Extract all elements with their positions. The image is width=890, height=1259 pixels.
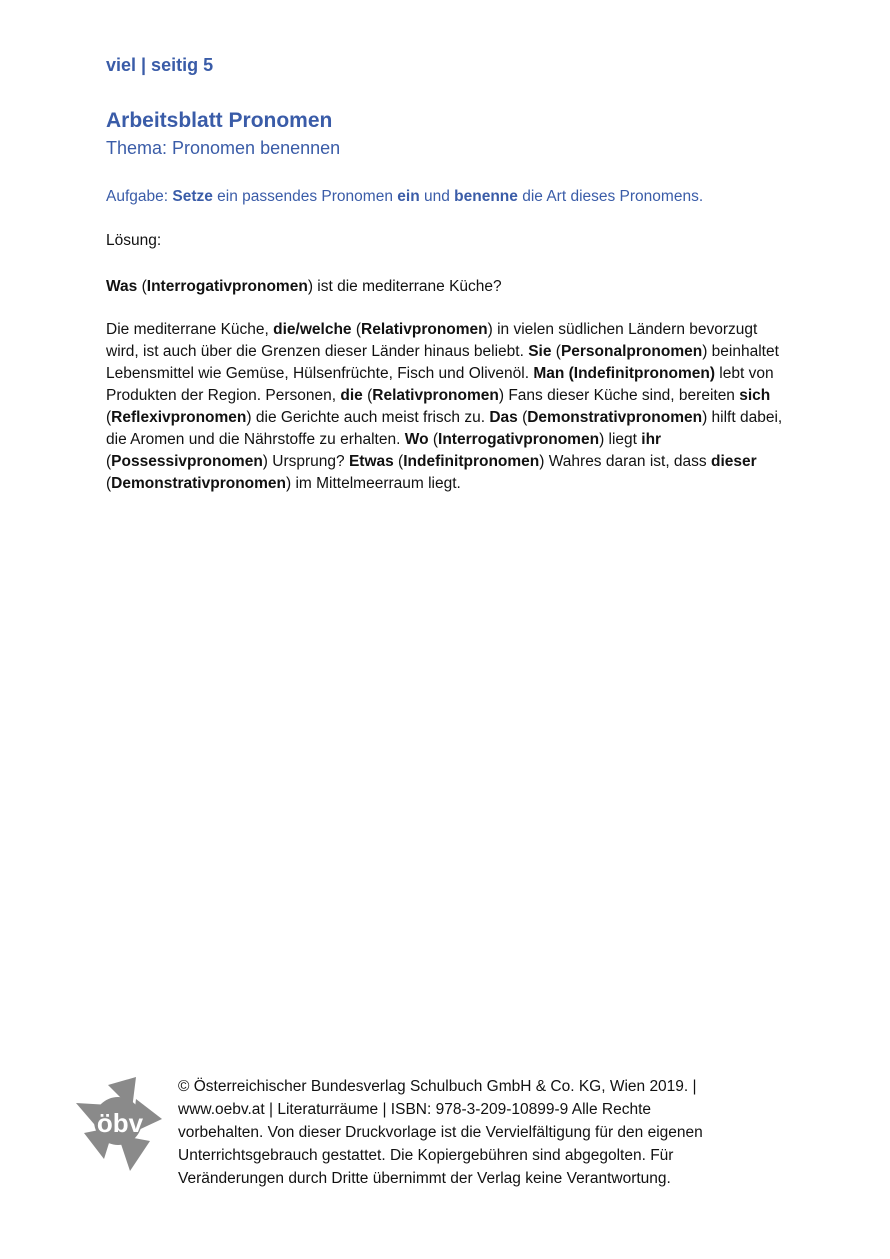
pronoun-type: Demonstrativpronomen <box>111 475 287 492</box>
text-segment: lebt von Produkten der Region. Personen, <box>106 365 774 404</box>
pronoun-type: Reflexivpronomen <box>111 409 247 426</box>
oebv-logo-icon <box>74 1075 166 1173</box>
solution-paragraph <box>106 319 786 495</box>
task-instruction <box>106 188 703 206</box>
text-segment: ( <box>428 431 439 448</box>
text-segment: ) in vielen südlichen Ländern bevorzugt wird, ist auch über die Grenzen dieser Länder hinaus beliebt. <box>106 321 758 360</box>
text-segment: ) Ursprung? <box>262 453 349 470</box>
pronoun: Etwas <box>348 453 394 470</box>
copyright-line: www.oebv.at | Literaturräume | ISBN: 978-3-209-10899-9 Alle Rechte <box>178 1101 652 1118</box>
pronoun: Wo <box>404 431 429 448</box>
pronoun-type: Relativpronomen <box>372 387 499 404</box>
task-keyword: ein <box>397 188 420 205</box>
pronoun: die <box>340 387 363 404</box>
task-keyword: benenne <box>454 188 518 205</box>
page-subtitle: Thema: Pronomen benennen <box>106 138 341 158</box>
page-header: viel | seitig 5 <box>106 55 214 75</box>
pronoun: Man (Indefinitpronomen) <box>533 365 715 382</box>
pronoun: sich <box>739 387 771 404</box>
text-segment: ( <box>393 453 404 470</box>
task-text: und <box>419 188 455 205</box>
pronoun: ihr <box>641 431 662 448</box>
pronoun: Was <box>106 278 138 295</box>
page-title: Arbeitsblatt Pronomen <box>106 109 333 132</box>
text-segment: ) hilft dabei, die Aromen und die Nährstoffe zu erhalten. <box>106 409 783 448</box>
text-segment: ( <box>106 453 112 470</box>
text-segment: ) beinhaltet Lebensmittel wie Gemüse, Hülsenfrüchte, Fisch und Olivenöl. <box>106 343 779 382</box>
pronoun: dieser <box>710 453 757 470</box>
text-segment: ( <box>351 321 362 338</box>
sentence-text: ) ist die mediterrane Küche? <box>307 278 502 295</box>
text-segment: ( <box>517 409 528 426</box>
pronoun: Sie <box>528 343 552 360</box>
question-sentence <box>106 278 502 296</box>
pronoun-type: Possessivpronomen <box>111 453 263 470</box>
text-segment: ( <box>106 475 112 492</box>
pronoun-type: Relativpronomen <box>361 321 488 338</box>
pronoun: Das <box>489 409 518 426</box>
text-segment: ) im Mittelmeerraum liegt. <box>286 475 461 492</box>
text-segment: Die mediterrane Küche, <box>106 321 274 338</box>
copyright-line: vorbehalten. Von dieser Druckvorlage ist die Vervielfältigung für den eigenen <box>178 1124 703 1141</box>
pronoun: die/welche <box>273 321 352 338</box>
text-segment: ) Wahres daran ist, dass <box>539 453 711 470</box>
pronoun-type: Personalpronomen <box>560 343 703 360</box>
task-keyword: Setze <box>172 188 213 205</box>
text-segment: ) die Gerichte auch meist frisch zu. <box>246 409 490 426</box>
text-segment: ) liegt <box>599 431 642 448</box>
pronoun-type: Indefinitpronomen <box>403 453 540 470</box>
text-segment: ( <box>362 387 373 404</box>
solution-label: Lösung: <box>106 232 162 249</box>
task-prefix: Aufgabe: <box>106 188 173 205</box>
text-segment: ( <box>551 343 561 360</box>
copyright-notice <box>178 1075 778 1190</box>
text-segment: ( <box>106 409 112 426</box>
text-segment: ) Fans dieser Küche sind, bereiten <box>498 387 740 404</box>
copyright-line: Veränderungen durch Dritte übernimmt der Verlag keine Verantwortung. <box>178 1170 671 1187</box>
pronoun-type: Interrogativpronomen <box>438 431 600 448</box>
logo-text: öbv <box>96 1108 144 1138</box>
task-text: ein passendes Pronomen <box>212 188 398 205</box>
pronoun-text: ( <box>137 278 147 295</box>
pronoun-type: Demonstrativpronomen <box>527 409 703 426</box>
copyright-line: © Österreichischer Bundesverlag Schulbuch GmbH & Co. KG, Wien 2019. | <box>178 1078 697 1095</box>
task-text: die Art dieses Pronomens. <box>517 188 704 205</box>
pronoun-type: Interrogativpronomen <box>146 278 308 295</box>
copyright-line: Unterrichtsgebrauch gestattet. Die Kopiergebühren sind abgegolten. Für <box>178 1147 674 1164</box>
